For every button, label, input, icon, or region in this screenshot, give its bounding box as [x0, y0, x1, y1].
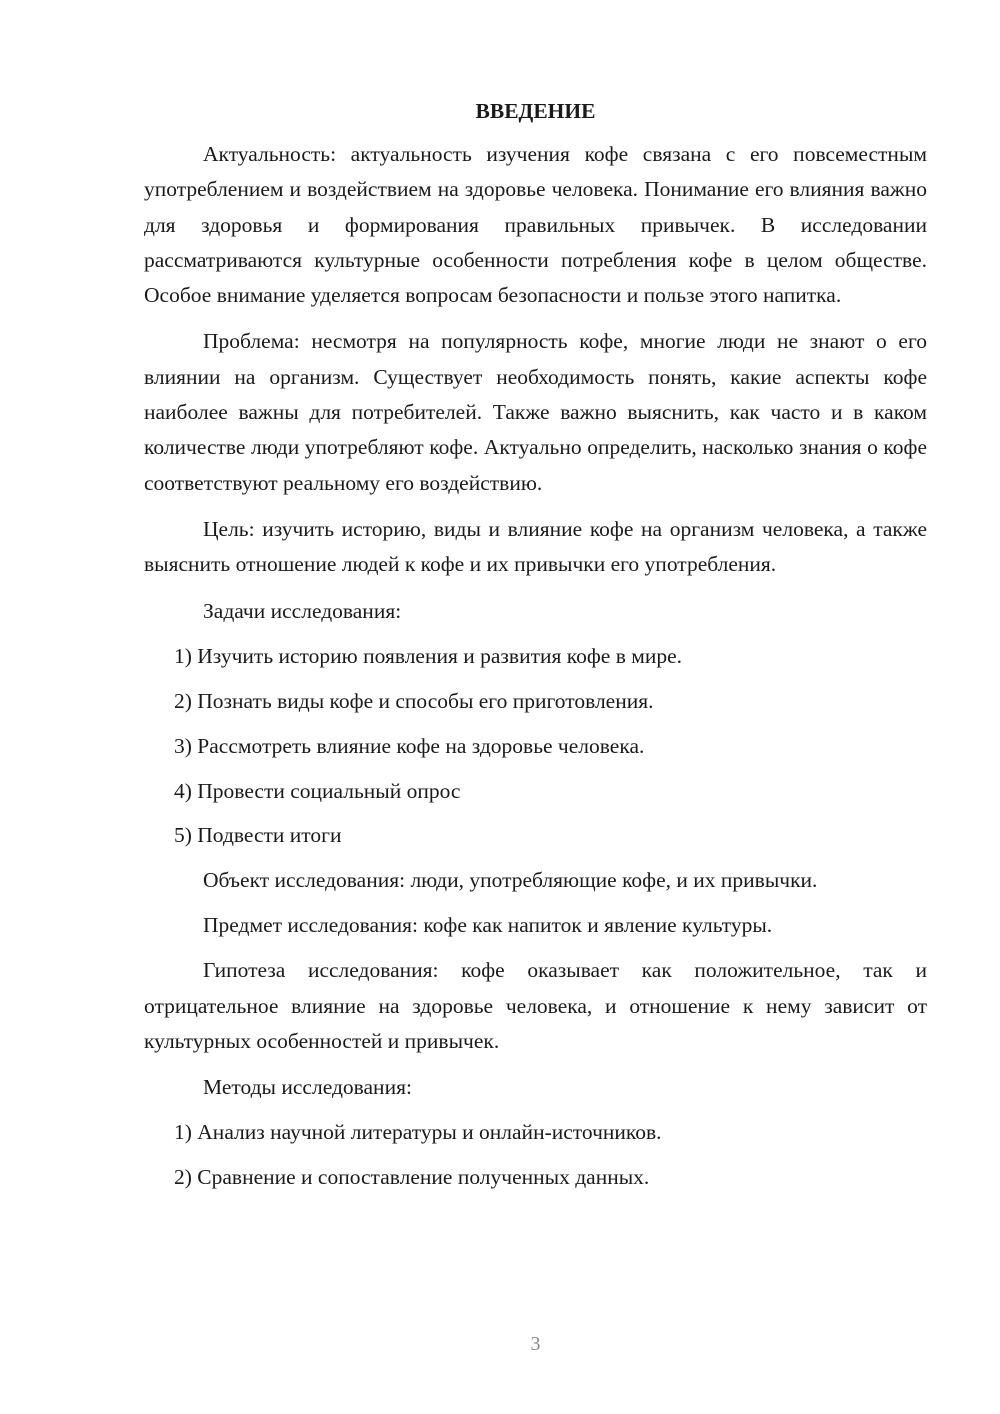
- list-item: 4) Провести социальный опрос: [174, 778, 461, 803]
- problem-paragraph: Проблема: несмотря на популярность кофе, многие люди не знают о его влиянии на организм. Существует необходимость понять, какие аспекты кофе наиболее важны для потребителей. Также важно выяснить, как часто и в каком количестве люди употребляют кофе. Актуально определить, насколько знания о кофе соответствуют реальному его воздействию.: [144, 329, 927, 495]
- goal-paragraph: Цель: изучить историю, виды и влияние кофе на организм человека, а также выяснить отношение людей к кофе и их привычки его употребления.: [144, 516, 927, 577]
- hypothesis-paragraph: Гипотеза исследования: кофе оказывает как положительное, так и отрицательное влияние на здоровье человека, и отношение к нему зависит от культурных особенностей и привычек.: [144, 958, 927, 1054]
- list-item: 5) Подвести итоги: [174, 823, 342, 848]
- list-item: 1) Анализ научной литературы и онлайн-источников.: [174, 1120, 662, 1145]
- list-item: 2) Сравнение и сопоставление полученных данных.: [174, 1165, 650, 1190]
- list-item: 1) Изучить историю появления и развития кофе в мире.: [174, 643, 683, 668]
- tasks-list: [144, 639, 927, 854]
- list-item: 3) Рассмотреть влияние кофе на здоровье человека.: [174, 733, 645, 758]
- subject-paragraph: Предмет исследования: кофе как напиток и явление культуры.: [203, 913, 773, 938]
- list-item: 2) Познать виды кофе и способы его приготовления.: [174, 688, 654, 713]
- methods-list: [144, 1115, 927, 1195]
- page-number: 3: [530, 1333, 541, 1355]
- tasks-title: Задачи исследования:: [203, 598, 402, 623]
- document-body: [144, 95, 927, 1205]
- section-heading: ВВЕДЕНИЕ: [475, 99, 596, 123]
- methods-title: Методы исследования:: [203, 1075, 412, 1100]
- relevance-paragraph: Актуальность: актуальность изучения кофе связана с его повсеместным употреблением и воздействием на здоровье человека. Понимание его влияния важно для здоровья и формирования правильных привычек. В исследовании рассматриваются культурные особенности потребления кофе в целом обществе. Особое внимание уделяется вопросам безопасности и пользе этого напитка.: [144, 142, 927, 308]
- object-paragraph: Объект исследования: люди, употребляющие кофе, и их привычки.: [203, 868, 818, 893]
